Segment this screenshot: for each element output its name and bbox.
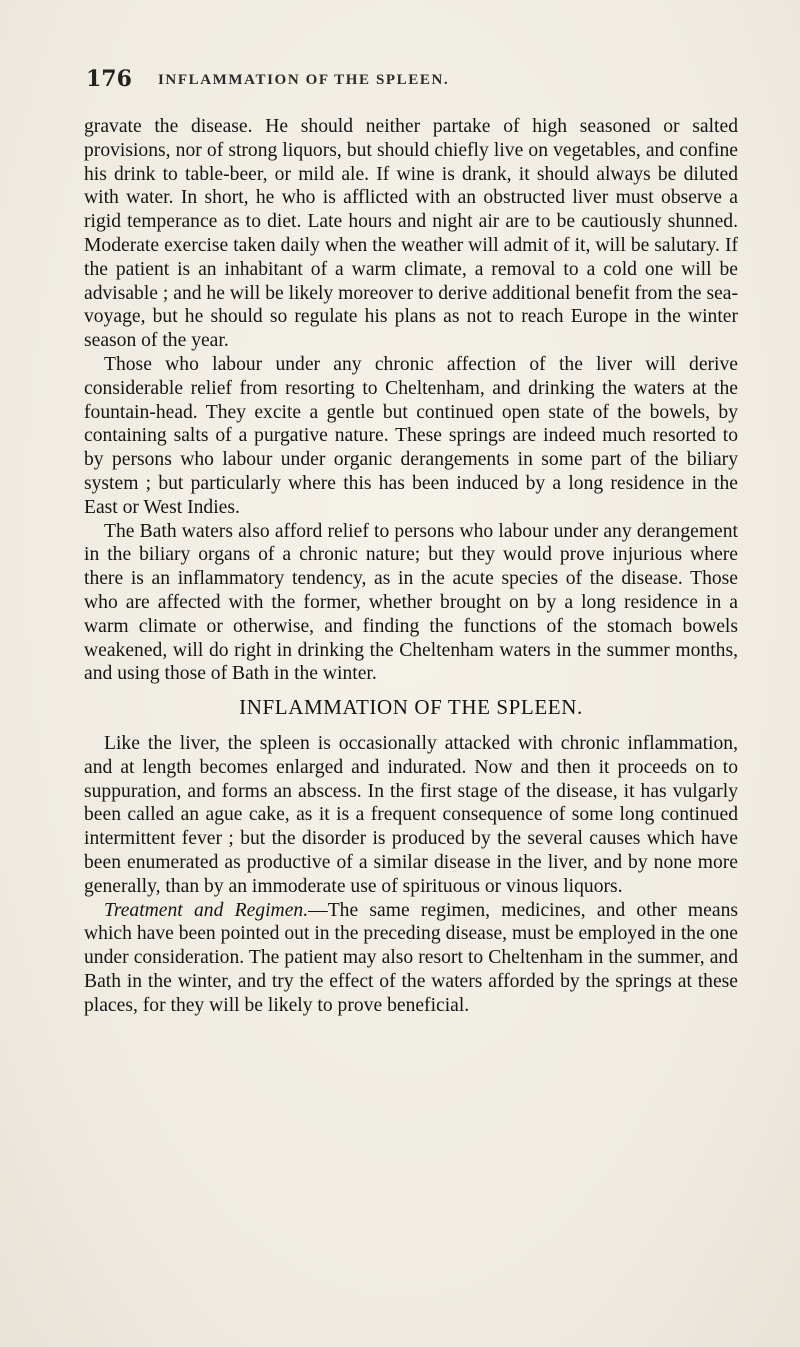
paragraph-continued: gravate the disease. He should neither partake of high seasoned or salted provisions, nor of strong liquors, but should chiefly live on vegetables, and confine his drink to table-beer, or mild ale. If wine is drank, it should always be diluted with water. In short, he who is afflicted with an obstructed liver must observe a rigid temperance as to diet. Late hours and night air are to be cautiously shunned. Moderate exercise taken daily when the weather will admit of it, will be salutary. If the patient is an inhabitant of a warm climate, a removal to a cold one will be advisable ; and he will be likely moreover to derive additional benefit from the sea-voyage, but he should so regulate his plans as not to reach Europe in the winter season of the year. bbox=[84, 116, 738, 352]
treatment-text: —The same regimen, medicines, and other means which have been pointed out in the preceding disease, must be employed in the one under consideration. The patient may also resort to Cheltenham in the summer, and Bath in the winter, and try the effect of the waters afforded by the springs at these places, for they will be likely to prove beneficial. bbox=[84, 899, 738, 1016]
paragraph-treatment bbox=[84, 899, 738, 1018]
body-text bbox=[84, 115, 738, 1017]
paragraph-spleen: Like the liver, the spleen is occasionally attacked with chronic inflammation, and at length becomes enlarged and indurated. Now and then it proceeds on to suppuration, and forms an abscess. In the first stage of the disease, it has vulgarly been called an ague cake, as it is a frequent consequence of some long continued intermittent fever ; but the disorder is produced by the several causes which have been enumerated as productive of a similar disease in the liver, and by none more generally, than by an immoderate use of spirituous or vinous liquors. bbox=[84, 732, 738, 897]
section-heading: INFLAMMATION OF THE SPLEEN. bbox=[239, 695, 583, 720]
page-header bbox=[86, 66, 736, 96]
page-number: 176 bbox=[86, 66, 132, 92]
paragraph-bath-waters: The Bath waters also afford relief to persons who labour under any derangement in the biliary organs of a chronic nature; but they would prove injurious where there is an inflammatory tendency, as in the acute species of the disease. Those who are affected with the former, whether brought on by a long residence in a warm climate or otherwise, and finding the functions of the stomach bowels weakened, will do right in drinking the Cheltenham waters in the summer months, and using those of Bath in the winter. bbox=[84, 520, 738, 685]
running-head: INFLAMMATION OF THE SPLEEN. bbox=[158, 72, 450, 88]
treatment-label: Treatment and Regimen. bbox=[104, 899, 309, 921]
paragraph-cheltenham: Those who labour under any chronic affection of the liver will derive considerable relief from resorting to Cheltenham, and drinking the waters at the fountain-head. They excite a gentle but continued open state of the bowels, by containing salts of a purgative nature. These springs are indeed much resorted to by persons who labour under organic derangements in some part of the biliary system ; but particularly where this has been induced by a long residence in the East or West Indies. bbox=[84, 353, 738, 518]
